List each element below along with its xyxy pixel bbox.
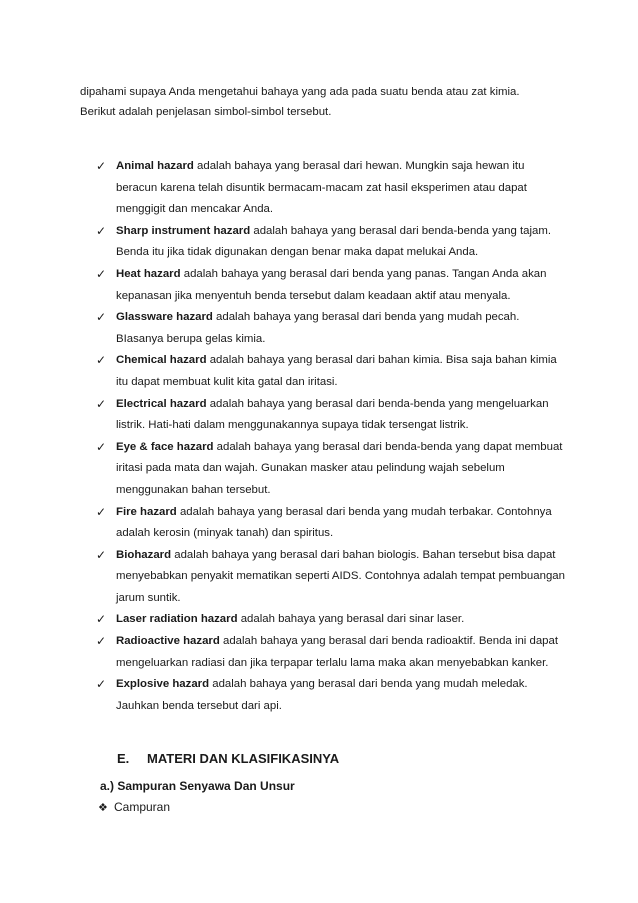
checkmark-icon: ✓ (96, 223, 107, 238)
checkmark-icon: ✓ (96, 310, 107, 325)
diamond-bullet-icon: ❖ (98, 802, 108, 814)
hazard-item (96, 437, 566, 502)
checkmark-icon: ✓ (96, 396, 107, 411)
hazard-term: Sharp instrument hazard (116, 224, 251, 237)
checkmark-icon: ✓ (96, 159, 107, 173)
hazard-item (96, 394, 566, 437)
hazard-item (96, 264, 566, 307)
checkmark-icon: ✓ (96, 439, 107, 454)
hazard-item (96, 674, 566, 717)
hazard-term: Fire hazard (116, 505, 177, 518)
hazard-item (96, 609, 566, 631)
checkmark-icon: ✓ (96, 634, 107, 649)
hazard-item (96, 221, 566, 264)
section-e-heading (117, 751, 339, 766)
hazard-description: adalah bahaya yang berasal dari bahan kimia. Bisa saja bahan kimia itu dapat membuat kulit kita gatal dan iritasi. (116, 354, 557, 388)
checkmark-icon: ✓ (96, 504, 107, 519)
hazard-term: Radioactive hazard (116, 635, 220, 648)
hazard-description: adalah bahaya yang berasal dari benda-benda yang tajam. Benda itu jika tidak digunakan dengan benar maka dapat melukai Anda. (116, 224, 552, 259)
hazard-term: Biohazard (116, 548, 172, 561)
hazard-description: adalah bahaya yang berasal dari hewan. Mungkin saja hewan itu beracun karena telah disuntik bermacam-macam zat hasil eksperimen atau dapat menggigit dan mencakar Anda. (116, 160, 527, 216)
section-e-number: E. (117, 751, 130, 766)
checkmark-icon: ✓ (96, 266, 107, 281)
checkmark-icon: ✓ (96, 612, 107, 627)
hazard-item (96, 631, 566, 674)
hazard-item (96, 156, 566, 221)
hazard-description: adalah bahaya yang berasal dari benda yang mudah meledak. Jauhkan benda tersebut dari api. (116, 678, 528, 712)
intro-line-1: dipahami supaya Anda mengetahui bahaya yang ada pada suatu benda atau zat kimia. (80, 86, 520, 98)
hazard-term: Chemical hazard (116, 354, 207, 367)
hazard-item (96, 502, 566, 545)
checkmark-icon: ✓ (96, 677, 107, 692)
section-e-title: MATERI DAN KLASIFIKASINYA (147, 751, 340, 766)
hazard-description: adalah bahaya yang berasal dari benda radioaktif. Benda ini dapat mengeluarkan radiasi dan jika terpapar terlalu lama maka akan menyebabkan kanker. (116, 635, 559, 669)
campuran-label: Campuran (114, 800, 171, 814)
hazard-description: adalah bahaya yang berasal dari benda yang panas. Tangan Anda akan kepanasan jika menyentuh benda tersebut dalam keadaan aktif atau menyala. (116, 267, 547, 302)
checkmark-icon: ✓ (96, 353, 107, 368)
hazard-description: adalah bahaya yang berasal dari bahan biologis. Bahan tersebut bisa dapat menyebabkan penyakit mematikan seperti AIDS. Contohnya adalah tempat pembuangan jarum suntik. (116, 548, 565, 604)
hazard-term: Glassware hazard (116, 311, 213, 324)
checkmark-icon: ✓ (96, 547, 107, 562)
hazard-term: Electrical hazard (116, 397, 207, 410)
hazard-list (96, 156, 566, 717)
hazard-term: Heat hazard (116, 267, 181, 280)
hazard-item (96, 545, 566, 610)
hazard-description: adalah bahaya yang berasal dari benda yang mudah terbakar. Contohnya adalah kerosin (minyak tanah) dan spiritus. (116, 505, 552, 540)
hazard-description: adalah bahaya yang berasal dari benda-benda yang mengeluarkan listrik. Hati-hati dalam menggunakannya supaya tidak tersengat listrik. (116, 397, 549, 432)
hazard-term: Laser radiation hazard (116, 613, 238, 626)
intro-line-2: Berikut adalah penjelasan simbol-simbol tersebut. (80, 106, 332, 118)
hazard-description: adalah bahaya yang berasal dari benda yang mudah pecah. BIasanya berupa gelas kimia. (116, 311, 520, 345)
campuran-item (98, 800, 170, 814)
hazard-term: Explosive hazard (116, 678, 210, 691)
hazard-description: adalah bahaya yang berasal dari sinar laser. (240, 613, 465, 626)
hazard-term: Eye & face hazard (116, 440, 214, 453)
intro-paragraph (80, 82, 580, 122)
hazard-item (96, 307, 566, 350)
hazard-item (96, 350, 566, 393)
hazard-term: Animal hazard (116, 160, 194, 172)
hazard-description: adalah bahaya yang berasal dari benda-benda yang dapat membuat iritasi pada mata dan wajah. Gunakan masker atau pelindung wajah sebelum menggunakan bahan tersebut. (116, 440, 563, 496)
subsection-a-heading: a.) Sampuran Senyawa Dan Unsur (100, 779, 295, 793)
